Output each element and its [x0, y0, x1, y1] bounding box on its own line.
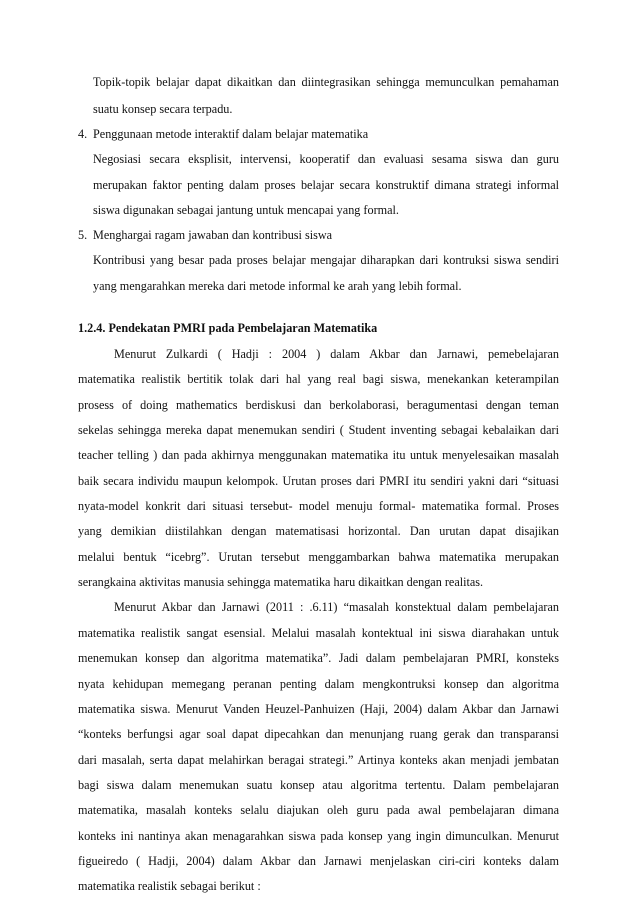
section-heading: 1.2.4. Pendekatan PMRI pada Pembelajaran Matematika	[78, 321, 378, 335]
paragraph1-line-6: baik secara individu maupun kelompok. Urutan proses dari PMRI itu sendiri yakni dari “situasi	[78, 474, 559, 488]
paragraph2-line-1: Menurut Akbar dan Jarnawi (2011 : .6.11) “masalah konstektual dalam pembelajaran	[114, 600, 559, 614]
paragraph1-line-3: prosess of doing mathematics berdiskusi dan berkolaborasi, beragumentasi dengan teman	[78, 398, 559, 412]
paragraph2-line-3: menemukan konsep dan algoritma matematika”. Jadi dalam pembelajaran PMRI, konsteks	[78, 651, 559, 665]
item5-line-2: yang mengarahkan mereka dari metode informal ke arah yang lebih formal.	[93, 279, 462, 293]
paragraph1-line-2: matematika realistik bertitik tolak dari hal yang real bagi siswa, menekankan keterampilan	[78, 372, 559, 386]
item5-line-1: Kontribusi yang besar pada proses belajar mengajar diharapkan dari kontruksi siswa sendiri	[93, 253, 559, 267]
paragraph2-line-6: “konteks berfungsi agar soal dapat dipecahkan dan menunjang ruang gerak dan transparansi	[78, 727, 559, 741]
paragraph1-line-9: melalui bentuk “icebrg”. Urutan tersebut menggambarkan bahwa matematika merupakan	[78, 550, 559, 564]
item4-title: Penggunaan metode interaktif dalam belajar matematika	[93, 127, 369, 141]
paragraph2-line-7: dari masalah, serta dapat melahirkan beragai strategi.” Artinya konteks akan menjadi jembatan	[78, 753, 559, 767]
list-number-4: 4.	[78, 127, 88, 141]
paragraph1-line-1: Menurut Zulkardi ( Hadji : 2004 ) dalam Akbar dan Jarnawi, pemebelajaran	[114, 347, 559, 361]
paragraph1-line-10: serangkaina aktivitas manusia sehingga matematika haru dikaitkan dengan realitas.	[78, 575, 484, 589]
paragraph2-line-12: matematika realistik sebagai berikut :	[78, 879, 261, 893]
paragraph1-line-4: sekelas sehingga mereka dapat menemukan sendiri ( Student inventing sebagai kebalaikan dari	[78, 423, 559, 437]
paragraph2-line-10: konteks ini nantinya akan menagarahkan siswa pada konsep yang ingin dimunculkan. Menurut	[78, 829, 559, 843]
intro-line-1: Topik-topik belajar dapat dikaitkan dan diintegrasikan sehingga memunculkan pemahaman	[93, 75, 559, 89]
paragraph2-line-4: nyata kehidupan memegang peranan penting dalam mengkontruksi konsep dan algoritma	[78, 677, 559, 691]
item4-line-1: Negosiasi secara eksplisit, intervensi, kooperatif dan evaluasi sesama siswa dan guru	[93, 152, 559, 166]
paragraph2-line-8: bagi siswa dalam menemukan suatu konsep atau algoritma tertentu. Dalam pembelajaran	[78, 778, 559, 792]
paragraph2-line-2: matematika realistik sangat esensial. Melalui masalah kontektual ini siswa diarahakan untuk	[78, 626, 559, 640]
paragraph1-line-5: teacher telling ) dan pada akhirnya menggunakan matematika itu untuk menyelesaikan masalah	[78, 448, 559, 462]
paragraph2-line-5: matematika siswa. Menurut Vanden Heuzel-Panhuizen (Haji, 2004) dalam Akbar dan Jarnawi	[78, 702, 559, 716]
item4-line-3: siswa digunakan sebagai jantung untuk mencapai yang formal.	[93, 203, 399, 217]
paragraph2-line-11: figueiredo ( Hadji, 2004) dalam Akbar dan Jarnawi menjelaskan ciri-ciri konteks dalam	[78, 854, 559, 868]
paragraph2-line-9: matematika, masalah konteks selalu diajukan oleh guru pada awal pembelajaran dimana	[78, 803, 559, 817]
item4-line-2: merupakan faktor penting dalam proses belajar secara konstruktif dimana strategi informal	[93, 178, 559, 192]
item5-title: Menghargai ragam jawaban dan kontribusi siswa	[93, 228, 333, 242]
intro-line-2: suatu konsep secara terpadu.	[93, 102, 233, 116]
paragraph1-line-8: yang demikian diistilahkan dengan matematisasi horizontal. Dan urutan dapat disajikan	[78, 524, 559, 538]
paragraph1-line-7: nyata-model konkrit dari situasi tersebut- model menuju formal- matematika formal. Proses	[78, 499, 559, 513]
list-number-5: 5.	[78, 228, 88, 242]
